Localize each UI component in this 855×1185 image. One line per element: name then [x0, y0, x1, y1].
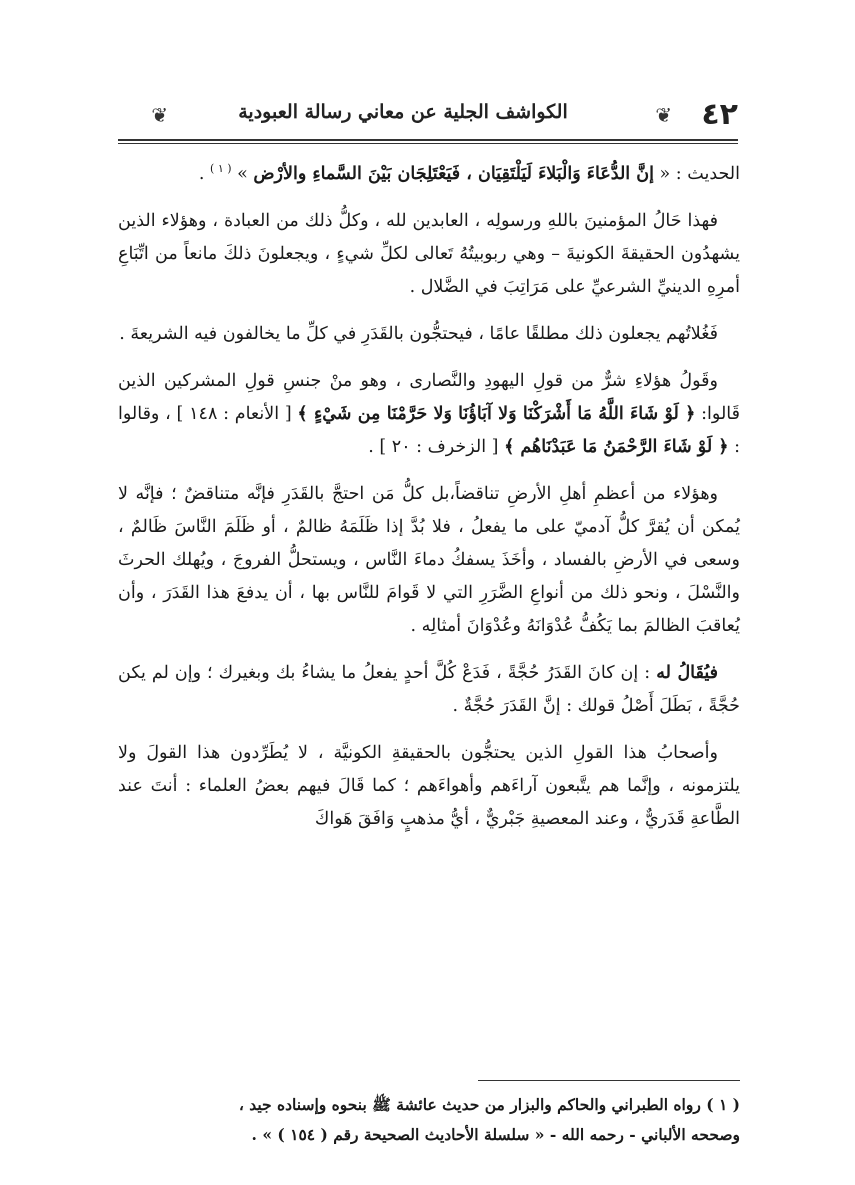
footnote-1-line-2: وصححه الألباني - رحمه الله - « سلسلة الأحاديث الصحيحة رقم ( ١٥٤ ) » .	[251, 1125, 740, 1144]
paragraph-2: فهذا حَالُ المؤمنينَ باللهِ ورسولِه ، العابدين لله ، وكلُّ ذلك من العبادة ، وهؤلاء الذين يشهدُون الحقيقةَ الكونيةَ – وهي ربوبيتُهُ تَعالى لكلِّ شيءٍ ، ويجعلونَ ذلكَ مانعاً من اتِّبَاعِ أمرِهِ الدينيِّ الشرعيِّ على مَرَاتِبَ في الضَّلال .	[118, 210, 740, 297]
ornament-right-icon: ❦	[655, 103, 672, 127]
paragraph-4	[118, 365, 740, 464]
footnotes	[118, 1090, 740, 1150]
hadith-intro: الحديث : «	[653, 163, 740, 184]
running-title: الكواشف الجلية عن معاني رسالة العبودية	[238, 101, 568, 123]
paragraph-6-rest: : إن كانَ القَدَرُ حُجَّةً ، فَدَعْ كُلَّ أحدٍ يفعلُ ما يشاءُ بك وبغيرك ؛ وإن لم يكن حُجَّةً ، بَطَلَ أَصْلُ قولك : إنَّ القَدَرَ حُجَّةٌ .	[118, 662, 740, 716]
header-rule-thin	[118, 143, 738, 144]
hadith-text: إنَّ الدُّعَاءَ وَالْبَلاءَ لَيَلْتَقِيَان ، فَيَعْتَلِجَان بَيْنَ السَّماءِ والأرْض	[253, 163, 654, 184]
footnote-rule	[478, 1080, 740, 1081]
page-number: ٤٢	[701, 97, 738, 132]
paragraph-6-lead: فيُقَالُ له	[656, 662, 718, 683]
footnote-1-line-1: ( ١ ) رواه الطبراني والحاكم والبزار من حديث عائشة ﷺ بنحوه وإسناده جيد ،	[238, 1095, 740, 1114]
paragraph-4-part-a: وقَولُ هؤلاءِ شرٌّ من قولِ اليهودِ والنَّصارى ، وهو منْ جنسِ قولِ المشركين الذين قَالوا:	[118, 370, 740, 424]
paragraph-4-part-b: [ الأنعام : ١٤٨ ] ، وقالوا :	[118, 403, 740, 457]
main-text	[118, 152, 740, 850]
quran-verse-anam: ﴿ لَوْ شَاءَ اللَّهُ مَا أَشْرَكْنَا وَلا آبَاؤُنَا وَلا حَرَّمْنَا مِن شَيْءٍ ﴾	[297, 403, 696, 424]
paragraph-5: وهؤلاء من أعظمِ أهلِ الأرضِ تناقضاً،بل كلُّ مَن احتجَّ بالقَدَرِ فإنَّه متناقضٌ ؛ فإنَّه لا يُمكن أن يُقرَّ كلُّ آدميّ على ما يفعلُ ، فلا بُدَّ إذا ظَلَمَهُ ظالمٌ ، أو ظَلَمَ النَّاسَ ظَالمٌ ، وسعى في الأرضِ بالفساد ، وأخَذَ يسفكُ دماءَ النَّاس ، ويستحلُّ الفروجَ ، ويُهلك الحرثَ والنَّسْلَ ، ونحو ذلك من أنواعِ الضَّرَرِ التي لا قَوامَ للنَّاس بها ، أن يدفعَ هذا القَدَرَ ، وأن يُعاقبَ الظالمَ بما يَكُفُّ عُدْوَانَهُ وعُدْوَانَ أمثالِه .	[118, 483, 740, 636]
paragraph-4-part-c: [ الزخرف : ٢٠ ] .	[368, 436, 505, 457]
ornament-left-icon: ❦	[151, 103, 168, 127]
paragraph-hadith	[118, 152, 740, 191]
hadith-close-quote: »	[231, 163, 254, 184]
paragraph-6	[118, 657, 740, 723]
quran-verse-zukhruf: ﴿ لَوْ شَاءَ الرَّحْمَنُ مَا عَبَدْنَاهُم ﴾	[504, 436, 729, 457]
header-rule	[118, 139, 738, 141]
paragraph-7: وأصحابُ هذا القولِ الذين يحتجُّون بالحقيقةِ الكونيَّة ، لا يُطَرِّدون هذا القولَ ولا يلتزمونه ، وإنَّما هم يتَّبعون آراءَهم وأهواءَهم ؛ كما قَالَ فيهم بعضُ العلماء : أنتَ عند الطَّاعةِ قَدَريٌّ ، وعند المعصيةِ جَبْريٌّ ، أيُّ مذهبٍ وَافَقَ هَواكَ	[118, 742, 740, 829]
hadith-end: .	[198, 163, 211, 184]
page-header	[118, 95, 738, 145]
footnote-marker[interactable]: ( ١ )	[210, 162, 232, 175]
paragraph-3: فَغُلاتُهم يجعلون ذلك مطلقًا عامًا ، فيحتجُّون بالقَدَرِ في كلِّ ما يخالفون فيه الشريعةَ .	[119, 323, 718, 344]
